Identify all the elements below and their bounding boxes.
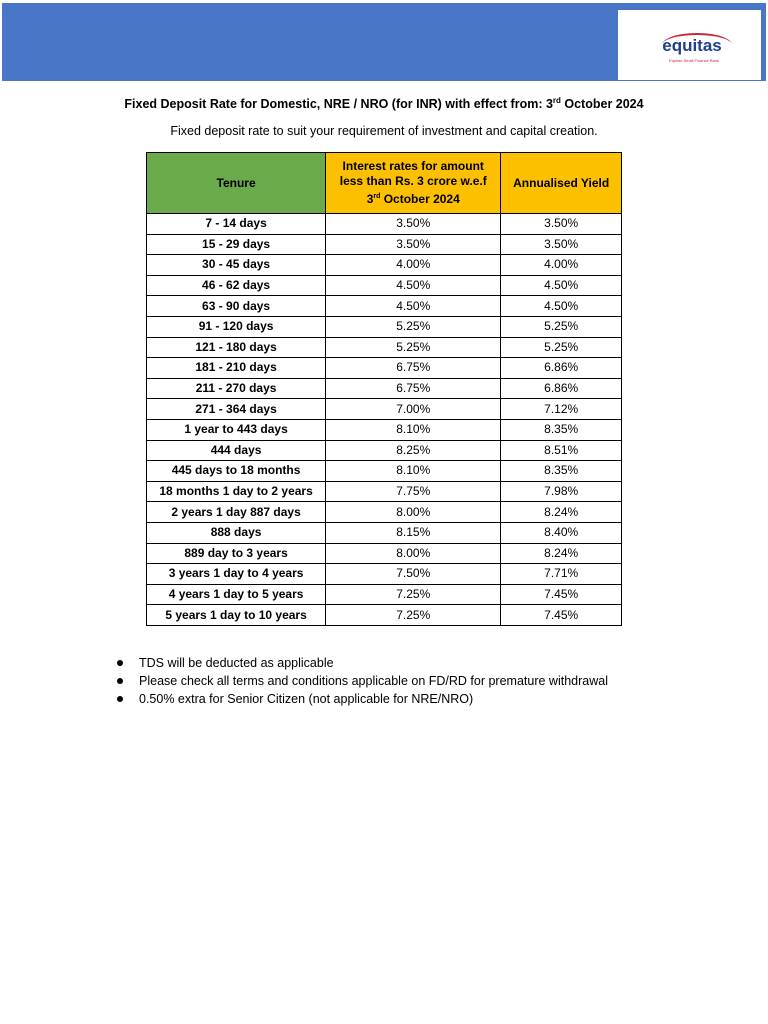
logo-box (618, 10, 761, 80)
tenure-cell: 445 days to 18 months (147, 461, 326, 482)
tenure-cell: 1 year to 443 days (147, 419, 326, 440)
annualised-yield-cell: 7.98% (501, 481, 622, 502)
interest-rate-cell: 4.50% (326, 296, 501, 317)
table-row (147, 378, 622, 399)
annualised-yield-cell: 5.25% (501, 337, 622, 358)
fd-rate-table (146, 152, 622, 626)
annualised-yield-cell: 8.40% (501, 522, 622, 543)
interest-rate-cell: 8.00% (326, 502, 501, 523)
header-rate-line2: less than Rs. 3 crore w.e.f (339, 174, 487, 188)
interest-rate-cell: 8.15% (326, 522, 501, 543)
interest-rate-cell: 4.00% (326, 255, 501, 276)
tenure-cell: 889 day to 3 years (147, 543, 326, 564)
tenure-cell: 30 - 45 days (147, 255, 326, 276)
note-item: Please check all terms and conditions applicable on FD/RD for premature withdrawal (139, 674, 608, 688)
interest-rate-cell: 3.50% (326, 234, 501, 255)
interest-rate-cell: 7.00% (326, 399, 501, 420)
annualised-yield-cell: 8.51% (501, 440, 622, 461)
interest-rate-cell: 7.75% (326, 481, 501, 502)
table-row (147, 296, 622, 317)
title-suffix: October 2024 (560, 97, 644, 112)
tenure-cell: 444 days (147, 440, 326, 461)
table-row (147, 502, 622, 523)
tenure-cell: 2 years 1 day 887 days (147, 502, 326, 523)
table-body (147, 214, 622, 626)
tenure-cell: 5 years 1 day to 10 years (147, 605, 326, 626)
table-row (147, 461, 622, 482)
interest-rate-cell: 3.50% (326, 214, 501, 235)
annualised-yield-cell: 5.25% (501, 316, 622, 337)
title-main: Fixed Deposit Rate for Domestic, NRE / NRO (for INR) with effect from: 3 (124, 97, 553, 112)
header-tenure: Tenure (147, 153, 326, 214)
table-row (147, 564, 622, 585)
page-subtitle: Fixed deposit rate to suit your requirement of investment and capital creation. (170, 124, 598, 138)
table-row (147, 584, 622, 605)
tenure-cell: 271 - 364 days (147, 399, 326, 420)
annualised-yield-cell: 8.35% (501, 419, 622, 440)
interest-rate-cell: 5.25% (326, 337, 501, 358)
table-row (147, 440, 622, 461)
interest-rate-cell: 6.75% (326, 358, 501, 379)
annualised-yield-cell: 8.24% (501, 502, 622, 523)
interest-rate-cell: 5.25% (326, 316, 501, 337)
table-row (147, 419, 622, 440)
tenure-cell: 7 - 14 days (147, 214, 326, 235)
annualised-yield-cell: 7.12% (501, 399, 622, 420)
table-row (147, 337, 622, 358)
note-item: TDS will be deducted as applicable (139, 654, 608, 672)
tenure-cell: 3 years 1 day to 4 years (147, 564, 326, 585)
annualised-yield-cell: 7.71% (501, 564, 622, 585)
tenure-cell: 46 - 62 days (147, 275, 326, 296)
tenure-cell: 63 - 90 days (147, 296, 326, 317)
interest-rate-cell: 7.50% (326, 564, 501, 585)
header-annualised-yield: Annualised Yield (501, 153, 622, 214)
table-row (147, 522, 622, 543)
annualised-yield-cell: 4.50% (501, 275, 622, 296)
table-row (147, 275, 622, 296)
tenure-cell: 888 days (147, 522, 326, 543)
annualised-yield-cell: 8.24% (501, 543, 622, 564)
title-sup: rd (552, 96, 561, 105)
tenure-cell: 211 - 270 days (147, 378, 326, 399)
annualised-yield-cell: 7.45% (501, 605, 622, 626)
table-row (147, 481, 622, 502)
annualised-yield-cell: 3.50% (501, 214, 622, 235)
tenure-cell: 91 - 120 days (147, 316, 326, 337)
annualised-yield-cell: 4.50% (501, 296, 622, 317)
table-row (147, 543, 622, 564)
interest-rate-cell: 8.10% (326, 419, 501, 440)
annualised-yield-cell: 7.45% (501, 584, 622, 605)
table-row (147, 214, 622, 235)
interest-rate-cell: 8.10% (326, 461, 501, 482)
tenure-cell: 181 - 210 days (147, 358, 326, 379)
interest-rate-cell: 8.25% (326, 440, 501, 461)
notes-list (114, 654, 608, 708)
tenure-cell: 15 - 29 days (147, 234, 326, 255)
logo-text: equitas (662, 36, 722, 55)
tenure-cell: 18 months 1 day to 2 years (147, 481, 326, 502)
interest-rate-cell: 6.75% (326, 378, 501, 399)
annualised-yield-cell: 6.86% (501, 358, 622, 379)
interest-rate-cell: 8.00% (326, 543, 501, 564)
note-item: 0.50% extra for Senior Citizen (not applicable for NRE/NRO) (139, 690, 608, 708)
table-row (147, 234, 622, 255)
interest-rate-cell: 4.50% (326, 275, 501, 296)
table-row (147, 358, 622, 379)
interest-rate-cell: 7.25% (326, 605, 501, 626)
header-rate-line3-rest: October 2024 (380, 192, 460, 206)
table-row (147, 316, 622, 337)
logo-tagline: Equitas Small Finance Bank (668, 58, 720, 63)
tenure-cell: 4 years 1 day to 5 years (147, 584, 326, 605)
table-row (147, 255, 622, 276)
table-header-row (147, 153, 622, 214)
header-rate-line3-sup: rd (373, 193, 381, 200)
annualised-yield-cell: 4.00% (501, 255, 622, 276)
header-rate-line3-num: 3 (366, 192, 374, 206)
page-title (0, 96, 768, 111)
annualised-yield-cell: 8.35% (501, 461, 622, 482)
header-band (2, 3, 766, 81)
tenure-cell: 121 - 180 days (147, 337, 326, 358)
annualised-yield-cell: 3.50% (501, 234, 622, 255)
interest-rate-cell: 7.25% (326, 584, 501, 605)
annualised-yield-cell: 6.86% (501, 378, 622, 399)
table-row (147, 605, 622, 626)
table-row (147, 399, 622, 420)
header-rate-line1: Interest rates for amount (342, 159, 484, 173)
header-interest-rate (326, 153, 501, 214)
